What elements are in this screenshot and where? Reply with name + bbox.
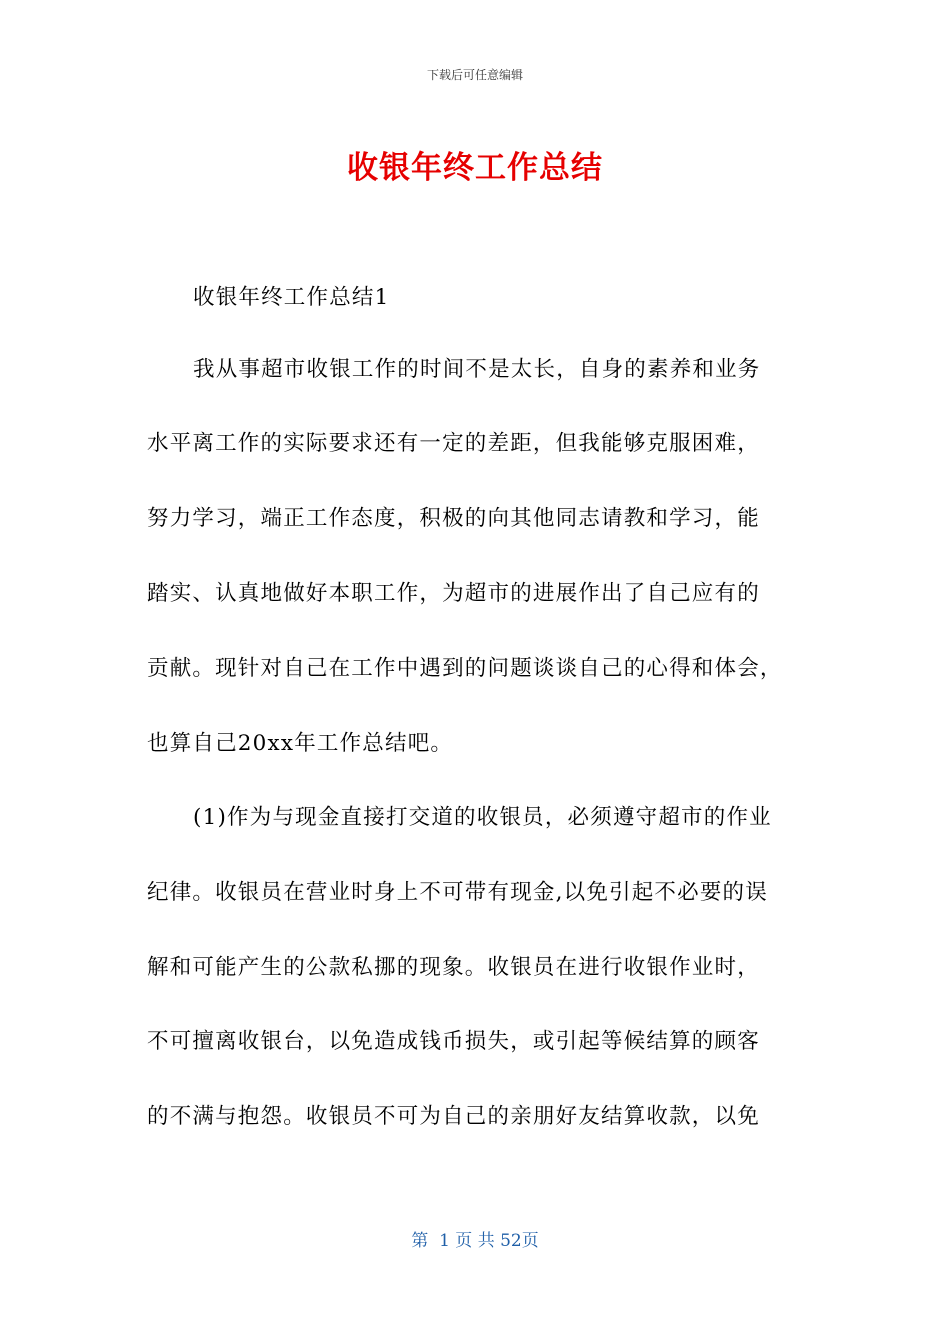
document-title: 收银年终工作总结 [347,150,603,186]
paragraph-line: 水平离工作的实际要求还有一定的差距，但我能够克服困难， [147,431,760,456]
paragraph-line: 不可擅离收银台，以免造成钱币损失，或引起等候结算的顾客 [147,1029,760,1054]
page-number: 第 1 页 共 52页 [411,1231,539,1251]
paragraph-line: 贡献。现针对自己在工作中遇到的问题谈谈自己的心得和体会， [147,656,783,681]
paragraph-line: 努力学习，端正工作态度，积极的向其他同志请教和学习，能 [147,506,760,531]
paragraph-line: 也算自己20xx年工作总结吧。 [147,731,454,756]
paragraph-line: 我从事超市收银工作的时间不是太长，自身的素养和业务 [193,357,761,382]
paragraph-line: (1)作为与现金直接打交道的收银员，必须遵守超市的作业 [193,805,772,830]
paragraph-line: 纪律。收银员在营业时身上不可带有现金,以免引起不必要的误 [147,880,768,905]
page-header-note: 下载后可任意编辑 [426,68,523,82]
section-heading: 收银年终工作总结1 [193,285,390,310]
paragraph-line: 解和可能产生的公款私挪的现象。收银员在进行收银作业时， [147,955,760,980]
paragraph-line: 踏实、认真地做好本职工作，为超市的进展作出了自己应有的 [147,581,760,606]
paragraph-line: 的不满与抱怨。收银员不可为自己的亲朋好友结算收款，以免 [147,1104,760,1129]
